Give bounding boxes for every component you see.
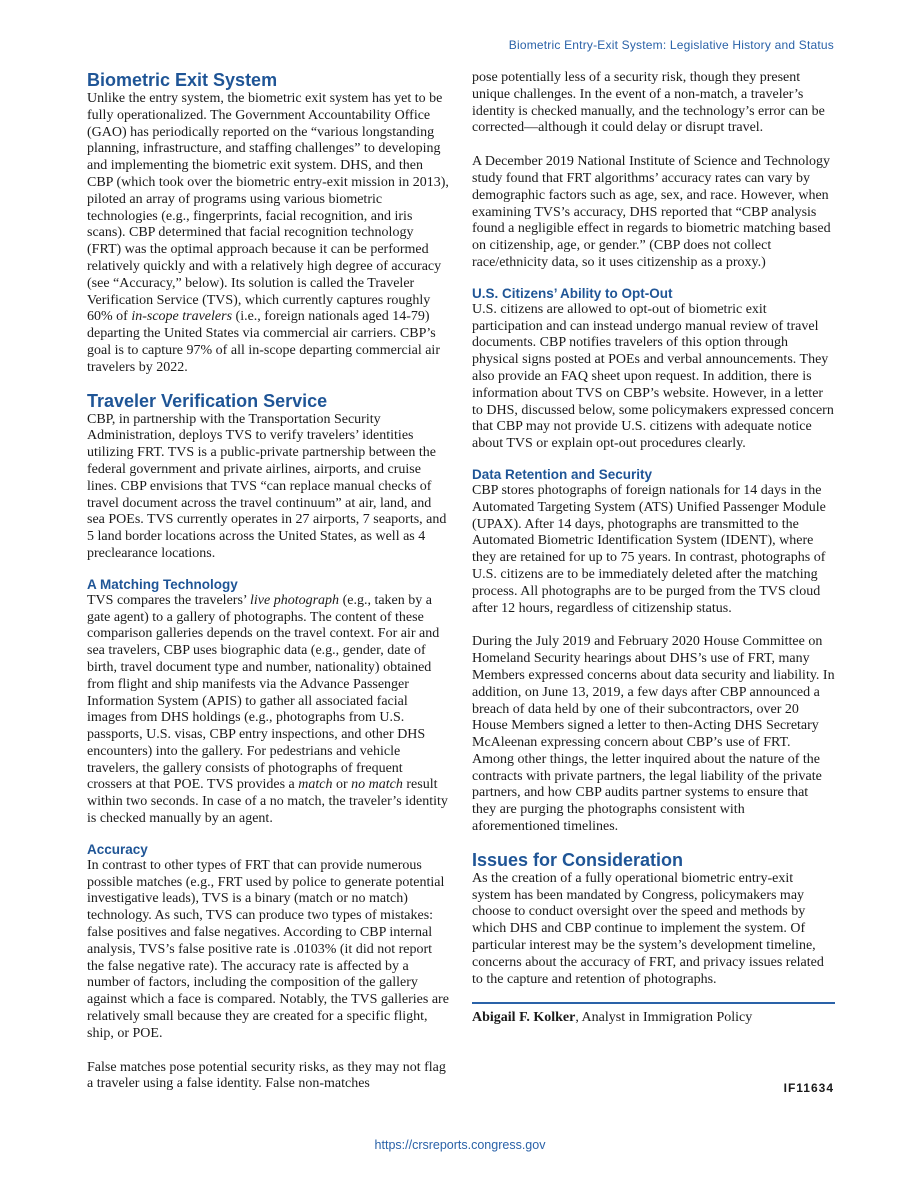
paragraph: As the creation of a fully operational biometric entry-exit system has been mandated by Congress, policymakers may choose to conduct oversight over the speed and methods by which DHS and CBP continue to implement the system. Of particular interest may be the system’s development timeline, concerns about the accuracy of FRT, and privacy issues related to the capture and retention of photographs. — [472, 870, 824, 987]
subsection-title-matching: A Matching Technology — [87, 576, 238, 592]
running-header: Biometric Entry-Exit System: Legislative History and Status — [508, 38, 834, 52]
paragraph: CBP stores photographs of foreign nationals for 14 days in the Automated Targeting System (ATS) Unified Passenger Module (UPAX). After 14 days, photographs are transmitted to the Automated Biometric Identification System (IDENT), where they are retained for up to 75 years. In contrast, photographs of U.S. citizens are to be immediately deleted after the matching process. All photographs are to be purged from the TVS cloud after 12 hours, regardless of citizenship status. — [472, 482, 826, 616]
paragraph: In contrast to other types of FRT that can provide numerous possible matches (e.g., FRT used by police to generate potential investigative leads), TVS is a binary (match or no match) technology. As such, TVS can produce two types of mistakes: false positives and false negatives. According to CBP internal analysis, TVS’s false positive rate is .0103% (it did not report the false negative rate). The accuracy rate is affected by a number of factors, including the composition of the gallery against which a face is compared. Notably, the TVS galleries are relatively small because they are created for a specific flight, ship, or POE. — [87, 857, 449, 1041]
author-role: , Analyst in Immigration Policy — [575, 1010, 753, 1026]
section-title-issues: Issues for Consideration — [472, 849, 684, 870]
paragraph: Unlike the entry system, the biometric exit system has yet to be fully operationalized. The Government Accountability Office (GAO) has periodically reported on the “various longstanding planning, infrastructure, and staffing challenges” to developing and implementing the biometric exit system. DHS, and then CBP (which took over the biometric entry-exit mission in 2013), piloted an array of programs using various biometric technologies (e.g., fingerprints, facial recognition, and iris scans). CBP determined that facial recognition technology (FRT) was the optimal approach because it can be performed relatively quickly and with a relatively high degree of accuracy (see “Accuracy,” below). Its solution is called the Traveler Verification Service (TVS), which currently captures roughly 60% of in-scope travelers (i.e., foreign nationals aged 14-79) departing the United States via commercial air carriers. CBP’s goal is to capture 97% of all in-scope departing commercial air travelers by 2022. — [87, 91, 449, 375]
paragraph: CBP, in partnership with the Transportation Security Administration, deploys TVS to verify travelers’ identities utilizing FRT. TVS is a public-private partnership between the federal government and private airlines, airports, and cruise lines. CBP envisions that TVS “can replace manual checks of travel document across the travel continuum” at air, land, and sea POEs. TVS currently operates in 27 airports, 7 seaports, and 5 land border locations across the United States, as well as 4 preclearance locations. — [87, 411, 447, 561]
paragraph: False matches pose potential security risks, as they may not flag a traveler using a false identity. False non-matches — [87, 1059, 446, 1092]
section-title-biometric-exit: Biometric Exit System — [87, 70, 278, 90]
paragraph: U.S. citizens are allowed to opt-out of biometric exit participation and can instead undergo manual review of travel documents. CBP notifies travelers of this option through physical signs posted at POEs and verbal announcements. They also provide an FAQ sheet upon request. In addition, there is information about TVS on CBP’s website. However, in a letter to DHS, discussed below, some policymakers expressed concern that CBP may not provide U.S. citizens with adequate notice about TVS or explain opt-out procedures clearly. — [472, 301, 834, 452]
footer-url-link[interactable]: https://crsreports.congress.gov — [374, 1138, 546, 1152]
product-code: IF11634 — [783, 1081, 834, 1095]
author-divider — [472, 1002, 835, 1004]
subsection-title-accuracy: Accuracy — [87, 841, 148, 857]
author-line — [472, 1010, 835, 1027]
subsection-title-opt-out: U.S. Citizens’ Ability to Opt-Out — [472, 285, 673, 301]
subsection-title-data-retention: Data Retention and Security — [472, 466, 653, 482]
section-title-tvs: Traveler Verification Service — [87, 390, 328, 411]
paragraph: A December 2019 National Institute of Science and Technology study found that FRT algorithms’ accuracy rates can vary by demographic factors such as age, sex, and race. However, when examining TVS’s accuracy, DHS reported that “CBP analysis found a negligible effect in regards to biometric matching based on citizenship, age, or gender.” (CBP does not collect race/ethnicity data, so it uses citizenship as a proxy.) — [472, 154, 831, 270]
right-column — [472, 70, 835, 1027]
paragraph: pose potentially less of a security risk, though they present unique challenges. In the event of a non-match, a traveler’s identity is checked manually, and the technology’s error can be corrected—although it could delay or disrupt travel. — [472, 70, 825, 136]
author-name: Abigail F. Kolker — [472, 1010, 576, 1026]
paragraph: During the July 2019 and February 2020 House Committee on Homeland Security hearings about DHS’s use of FRT, many Members expressed concerns about data security and liability. In addition, on June 13, 2019, a few days after CBP announced a breach of data held by one of their subcontractors, over 20 House Members signed a letter to then-Acting DHS Secretary McAleenan expressing concern about CBP’s use of FRT. Among other things, the letter inquired about the nature of the contracts with private partners, the legal liability of the private partners, and how CBP audits partner systems to ensure that they are purging the photographs consistent with aforementioned timelines. — [472, 634, 835, 835]
left-column — [87, 70, 450, 1093]
paragraph: TVS compares the travelers’ live photograph (e.g., taken by a gate agent) to a gallery of photographs. The content of these comparison galleries depends on the travel context. For air and sea travelers, CBP uses biographic data (e.g., gender, date of birth, travel document type and number, nationality) obtained from flight and ship manifests via the Advance Passenger Information System (APIS) to gather all associated facial images from DHS holdings (e.g., photographs from U.S. passports, U.S. visas, CBP entry inspections, and other DHS encounters) into the gallery. For pedestrians and vehicle travelers, the gallery consists of photographs of frequent crossers at that POE. TVS provides a match or no match result within two seconds. In case of a no match, the traveler’s identity is checked manually by an agent. — [87, 592, 448, 827]
